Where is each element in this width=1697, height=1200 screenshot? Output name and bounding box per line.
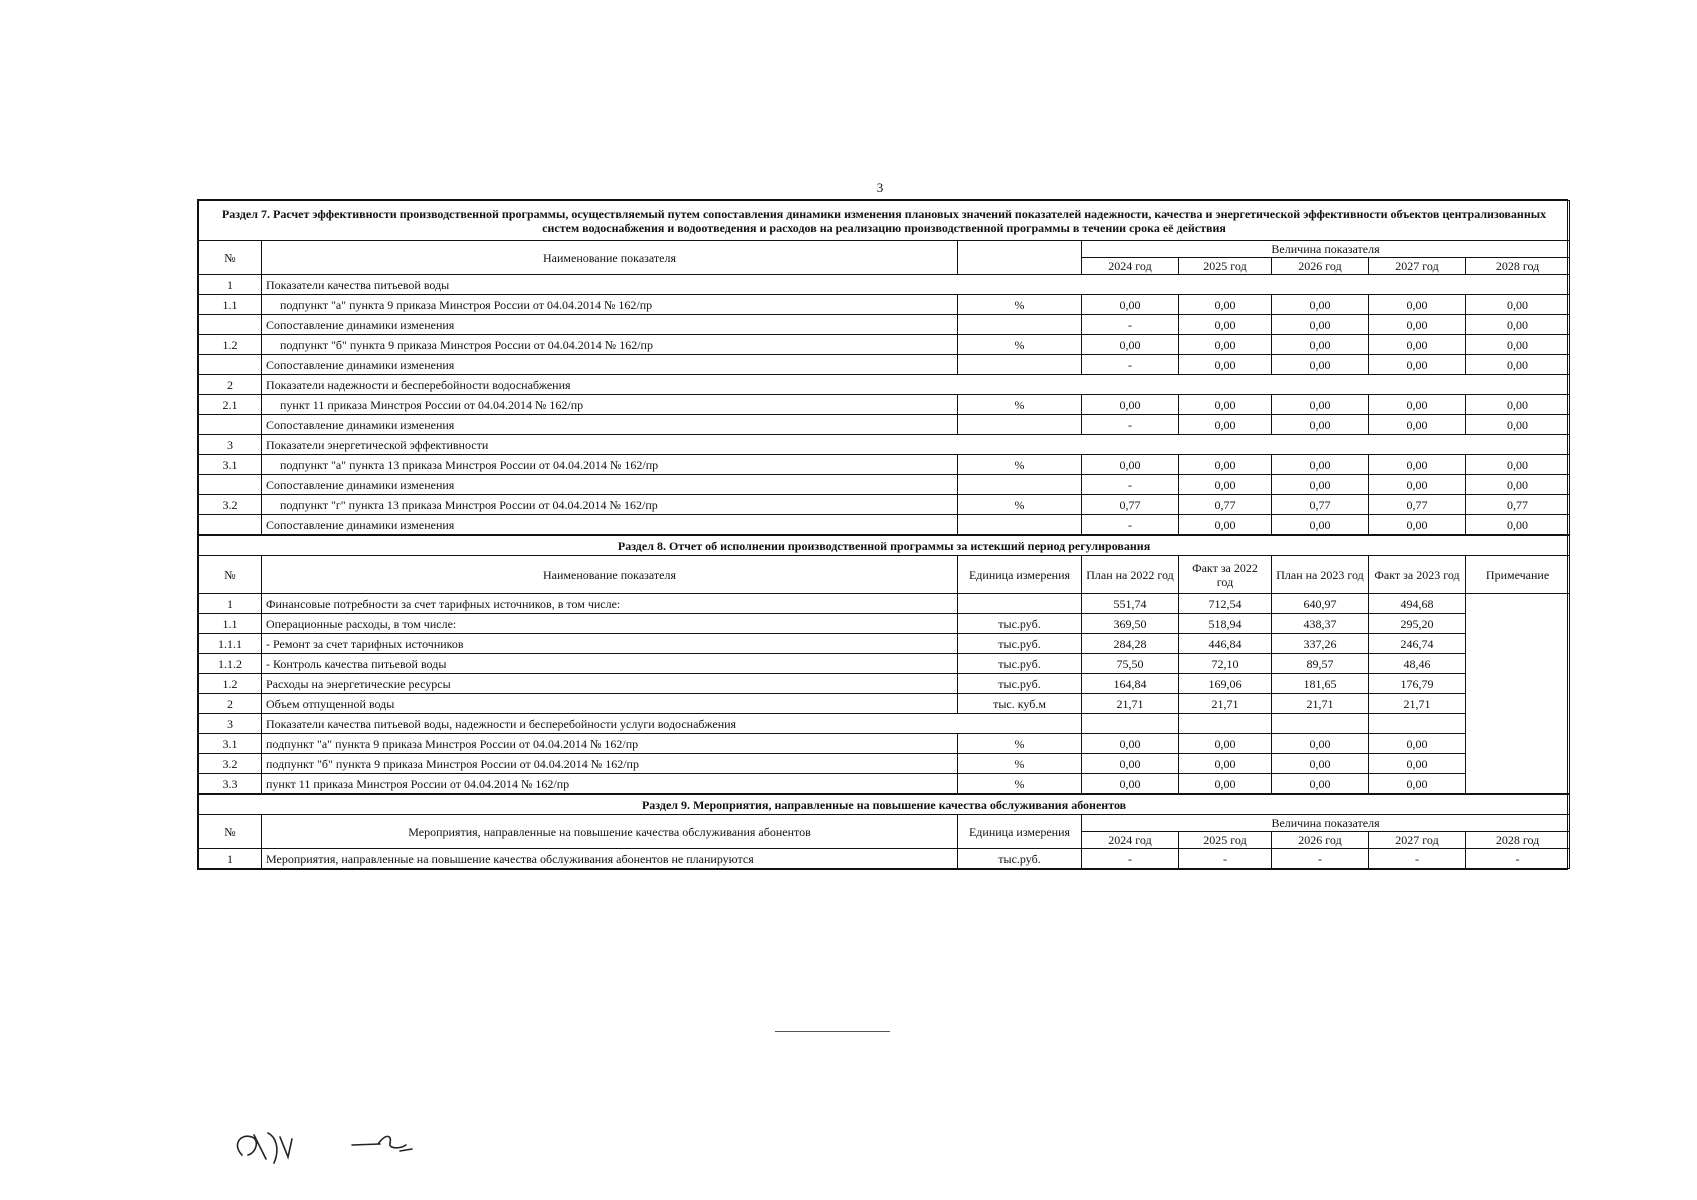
row-value: 0,00 (1082, 335, 1179, 355)
row-number: 1.1 (199, 614, 262, 634)
col-header-name: Мероприятия, направленные на повышение качества обслуживания абонентов (262, 815, 958, 849)
row-value: 21,71 (1179, 694, 1272, 714)
row-value: 0,00 (1369, 455, 1466, 475)
table-row (199, 275, 1570, 295)
row-value (1369, 714, 1466, 734)
row-number: 3 (199, 435, 262, 455)
row-value: 21,71 (1082, 694, 1179, 714)
row-number (199, 355, 262, 375)
row-name: подпункт "б" пункта 9 приказа Минстроя России от 04.04.2014 № 162/пр (262, 335, 958, 355)
row-unit: тыс.руб. (958, 674, 1082, 694)
table-row (199, 515, 1570, 535)
row-value: - (1082, 515, 1179, 535)
row-unit: % (958, 335, 1082, 355)
row-unit: тыс.руб. (958, 614, 1082, 634)
row-unit: тыс.руб. (958, 654, 1082, 674)
row-value: 0,77 (1369, 495, 1466, 515)
row-group-name: Показатели энергетической эффективности (262, 435, 1570, 455)
row-number: 3 (199, 714, 262, 734)
col-header-num: № (199, 241, 262, 275)
row-unit (958, 355, 1082, 375)
row-value: 0,00 (1179, 774, 1272, 794)
row-number: 3.3 (199, 774, 262, 794)
row-value: 0,00 (1082, 295, 1179, 315)
row-value: 0,00 (1082, 395, 1179, 415)
section7-table (198, 200, 1570, 535)
row-value: 164,84 (1082, 674, 1179, 694)
row-value: 0,00 (1272, 455, 1369, 475)
row-name: пункт 11 приказа Минстроя России от 04.04.2014 № 162/пр (262, 395, 958, 415)
row-name: подпункт "б" пункта 9 приказа Минстроя России от 04.04.2014 № 162/пр (262, 754, 958, 774)
table-row (199, 614, 1570, 634)
row-value: - (1082, 355, 1179, 375)
row-value: 518,94 (1179, 614, 1272, 634)
row-value: 0,00 (1369, 295, 1466, 315)
row-unit: % (958, 734, 1082, 754)
row-value: 0,00 (1179, 455, 1272, 475)
row-value: 337,26 (1272, 634, 1369, 654)
row-value: 551,74 (1082, 594, 1179, 614)
table-row (199, 395, 1570, 415)
row-value: 0,00 (1272, 754, 1369, 774)
row-value: 0,00 (1179, 335, 1272, 355)
col-header-fact-2023: Факт за 2023 год (1369, 556, 1466, 594)
row-value: - (1179, 849, 1272, 869)
row-unit: тыс.руб. (958, 849, 1082, 869)
row-value: 0,77 (1272, 495, 1369, 515)
row-value: - (1272, 849, 1369, 869)
row-unit: тыс. куб.м (958, 694, 1082, 714)
table-row (199, 734, 1570, 754)
row-number: 2 (199, 375, 262, 395)
table-row (199, 634, 1570, 654)
row-name: Операционные расходы, в том числе: (262, 614, 958, 634)
row-value (1179, 714, 1272, 734)
row-value: 0,00 (1272, 395, 1369, 415)
row-number: 1 (199, 275, 262, 295)
row-value: 0,00 (1369, 335, 1466, 355)
row-name: Сопоставление динамики изменения (262, 315, 958, 335)
row-value: 0,00 (1369, 315, 1466, 335)
row-unit (958, 315, 1082, 335)
row-value: 0,00 (1179, 734, 1272, 754)
row-group-name: Показатели качества питьевой воды (262, 275, 1570, 295)
table-row (199, 475, 1570, 495)
row-name: Объем отпущенной воды (262, 694, 958, 714)
table-row (199, 455, 1570, 475)
col-header-year: 2027 год (1369, 832, 1466, 849)
row-value (1272, 714, 1369, 734)
row-unit: % (958, 455, 1082, 475)
row-number: 1.1.1 (199, 634, 262, 654)
row-number: 1.1.2 (199, 654, 262, 674)
table-row (199, 295, 1570, 315)
table-row (199, 674, 1570, 694)
row-value: 369,50 (1082, 614, 1179, 634)
row-value: 75,50 (1082, 654, 1179, 674)
col-header-year: 2026 год (1272, 258, 1369, 275)
row-value: 176,79 (1369, 674, 1466, 694)
row-number: 3.1 (199, 734, 262, 754)
row-value: 0,00 (1272, 515, 1369, 535)
row-value: 0,77 (1082, 495, 1179, 515)
row-value: - (1082, 315, 1179, 335)
row-name: подпункт "а" пункта 13 приказа Минстроя России от 04.04.2014 № 162/пр (262, 455, 958, 475)
col-header-year: 2028 год (1466, 832, 1570, 849)
section9-title: Раздел 9. Мероприятия, направленные на повышение качества обслуживания абонентов (199, 795, 1570, 815)
table-row (199, 654, 1570, 674)
row-note (1466, 594, 1570, 794)
col-header-value: Величина показателя (1082, 815, 1570, 832)
row-value: 640,97 (1272, 594, 1369, 614)
col-header-name: Наименование показателя (262, 241, 958, 275)
footer-rule (775, 1031, 890, 1032)
row-value: 0,00 (1466, 355, 1570, 375)
col-header-fact-2022: Факт за 2022 год (1179, 556, 1272, 594)
col-header-plan-2022: План на 2022 год (1082, 556, 1179, 594)
col-header-num: № (199, 556, 262, 594)
row-value: 0,00 (1466, 395, 1570, 415)
table-row (199, 754, 1570, 774)
row-number: 3.2 (199, 495, 262, 515)
handwritten-signature (230, 1115, 460, 1170)
row-value: 0,00 (1466, 335, 1570, 355)
row-number (199, 475, 262, 495)
row-unit: тыс.руб. (958, 634, 1082, 654)
row-number: 2.1 (199, 395, 262, 415)
table-row (199, 714, 1570, 734)
table-row (199, 594, 1570, 614)
page-number: 3 (876, 180, 884, 195)
row-group-name: Показатели надежности и бесперебойности водоснабжения (262, 375, 1570, 395)
row-name: Мероприятия, направленные на повышение качества обслуживания абонентов не планируются (262, 849, 958, 869)
table-row (199, 694, 1570, 714)
row-value: 0,00 (1272, 415, 1369, 435)
row-value: 0,00 (1272, 295, 1369, 315)
row-value: 169,06 (1179, 674, 1272, 694)
row-unit (958, 475, 1082, 495)
row-unit (958, 415, 1082, 435)
col-header-num: № (199, 815, 262, 849)
row-unit: % (958, 754, 1082, 774)
row-name: подпункт "а" пункта 9 приказа Минстроя России от 04.04.2014 № 162/пр (262, 295, 958, 315)
table-row (199, 435, 1570, 455)
table-row (199, 849, 1570, 869)
col-header-year: 2026 год (1272, 832, 1369, 849)
row-value: - (1466, 849, 1570, 869)
col-header-year: 2024 год (1082, 832, 1179, 849)
row-name: подпункт "а" пункта 9 приказа Минстроя России от 04.04.2014 № 162/пр (262, 734, 958, 754)
col-header-unit (958, 241, 1082, 275)
row-value: 0,00 (1179, 754, 1272, 774)
row-unit: % (958, 495, 1082, 515)
row-value: - (1082, 415, 1179, 435)
row-value: 295,20 (1369, 614, 1466, 634)
row-value: 0,00 (1466, 455, 1570, 475)
row-number: 1.2 (199, 674, 262, 694)
row-name: Сопоставление динамики изменения (262, 355, 958, 375)
row-value: 0,00 (1369, 415, 1466, 435)
row-unit: % (958, 295, 1082, 315)
row-value: 246,74 (1369, 634, 1466, 654)
row-number (199, 415, 262, 435)
row-value: 0,00 (1272, 774, 1369, 794)
section8-title: Раздел 8. Отчет об исполнении производственной программы за истекший период регулирования (199, 536, 1570, 556)
document-table (197, 199, 1568, 870)
row-value: 0,00 (1369, 774, 1466, 794)
row-value: - (1082, 475, 1179, 495)
row-value: 438,37 (1272, 614, 1369, 634)
row-value: 21,71 (1369, 694, 1466, 714)
row-value: 712,54 (1179, 594, 1272, 614)
col-header-year: 2025 год (1179, 258, 1272, 275)
row-number: 1.2 (199, 335, 262, 355)
col-header-unit: Единица измерения (958, 556, 1082, 594)
row-number: 1 (199, 849, 262, 869)
row-value: 0,00 (1082, 774, 1179, 794)
row-name: Расходы на энергетические ресурсы (262, 674, 958, 694)
row-name: - Контроль качества питьевой воды (262, 654, 958, 674)
row-unit: % (958, 395, 1082, 415)
row-value: 0,00 (1082, 734, 1179, 754)
row-name: Сопоставление динамики изменения (262, 475, 958, 495)
table-row (199, 774, 1570, 794)
row-value: 0,00 (1466, 415, 1570, 435)
row-value: 0,00 (1272, 335, 1369, 355)
section9-table (198, 794, 1570, 869)
row-value: 0,00 (1179, 515, 1272, 535)
row-value (1082, 714, 1179, 734)
table-row (199, 355, 1570, 375)
row-value: 0,00 (1466, 515, 1570, 535)
row-value: 0,00 (1179, 395, 1272, 415)
row-value: - (1369, 849, 1466, 869)
col-header-year: 2027 год (1369, 258, 1466, 275)
col-header-note: Примечание (1466, 556, 1570, 594)
section8-table (198, 535, 1570, 794)
row-value: 494,68 (1369, 594, 1466, 614)
table-row (199, 495, 1570, 515)
col-header-plan-2023: План на 2023 год (1272, 556, 1369, 594)
row-value: - (1082, 849, 1179, 869)
row-number: 1.1 (199, 295, 262, 315)
col-header-name: Наименование показателя (262, 556, 958, 594)
col-header-value: Величина показателя (1082, 241, 1570, 258)
row-value: 0,00 (1179, 355, 1272, 375)
row-unit: % (958, 774, 1082, 794)
row-unit (958, 594, 1082, 614)
row-value: 0,00 (1272, 315, 1369, 335)
row-value: 0,00 (1369, 754, 1466, 774)
row-value: 0,00 (1272, 475, 1369, 495)
row-value: 0,00 (1369, 734, 1466, 754)
row-value: 72,10 (1179, 654, 1272, 674)
row-value: 0,00 (1369, 355, 1466, 375)
row-value: 0,00 (1179, 315, 1272, 335)
row-name: подпункт "г" пункта 13 приказа Минстроя России от 04.04.2014 № 162/пр (262, 495, 958, 515)
row-value: 0,00 (1272, 734, 1369, 754)
row-value: 0,00 (1082, 455, 1179, 475)
row-value: 0,00 (1179, 475, 1272, 495)
row-value: 0,00 (1082, 754, 1179, 774)
row-name: пункт 11 приказа Минстроя России от 04.04.2014 № 162/пр (262, 774, 958, 794)
table-row (199, 375, 1570, 395)
row-value: 0,00 (1466, 315, 1570, 335)
row-value: 21,71 (1272, 694, 1369, 714)
row-number: 1 (199, 594, 262, 614)
row-number: 2 (199, 694, 262, 714)
row-value: 89,57 (1272, 654, 1369, 674)
col-header-year: 2024 год (1082, 258, 1179, 275)
row-value: 0,77 (1466, 495, 1570, 515)
table-row (199, 415, 1570, 435)
row-name: Финансовые потребности за счет тарифных источников, в том числе: (262, 594, 958, 614)
row-number (199, 315, 262, 335)
row-value: 0,00 (1272, 355, 1369, 375)
row-value: 0,00 (1369, 475, 1466, 495)
section7-title: Раздел 7. Расчет эффективности производственной программы, осуществляемый путем сопоставления динамики изменения плановых значений показателей надежности, качества и энергетической эффективности объектов централизованных систем водоснабжения и водоотведения и расходов на реализацию производственной программы в течении срока её действия (199, 201, 1570, 241)
row-name: Сопоставление динамики изменения (262, 515, 958, 535)
row-value: 0,00 (1369, 515, 1466, 535)
row-group-name: Показатели качества питьевой воды, надежности и бесперебойности услуги водоснабжения (262, 714, 1082, 734)
row-value: 0,00 (1466, 295, 1570, 315)
row-name: - Ремонт за счет тарифных источников (262, 634, 958, 654)
row-unit (958, 515, 1082, 535)
table-row (199, 335, 1570, 355)
row-value: 284,28 (1082, 634, 1179, 654)
row-name: Сопоставление динамики изменения (262, 415, 958, 435)
col-header-year: 2028 год (1466, 258, 1570, 275)
row-value: 0,00 (1466, 475, 1570, 495)
row-value: 0,00 (1179, 295, 1272, 315)
row-number (199, 515, 262, 535)
row-value: 0,00 (1179, 415, 1272, 435)
row-number: 3.2 (199, 754, 262, 774)
col-header-unit: Единица измерения (958, 815, 1082, 849)
row-number: 3.1 (199, 455, 262, 475)
row-value: 0,77 (1179, 495, 1272, 515)
row-value: 48,46 (1369, 654, 1466, 674)
table-row (199, 315, 1570, 335)
row-value: 181,65 (1272, 674, 1369, 694)
col-header-year: 2025 год (1179, 832, 1272, 849)
row-value: 446,84 (1179, 634, 1272, 654)
row-value: 0,00 (1369, 395, 1466, 415)
